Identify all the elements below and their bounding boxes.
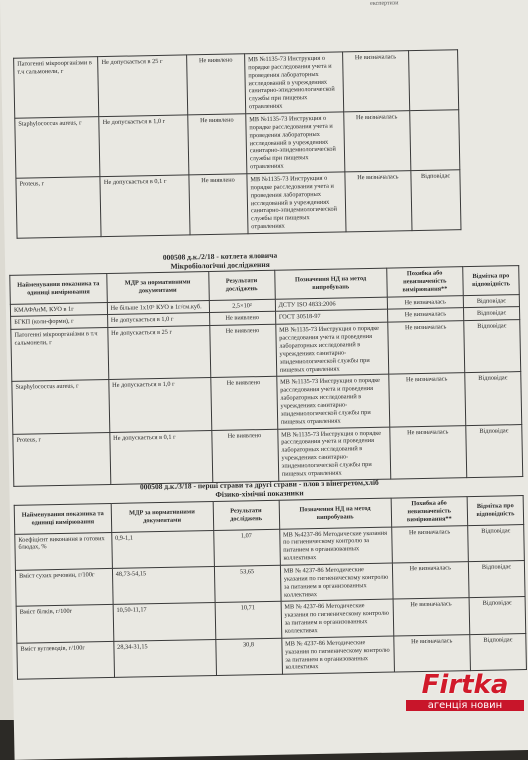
cell-norm: Не більше 1х10⁵ КУО в 1г/см.куб. [107, 300, 209, 315]
cell-mark: Відповідає [463, 294, 519, 308]
cell-result: 10,71 [215, 602, 282, 640]
cell-mark: Відповідає [463, 307, 519, 321]
cell-name: Вміст сухих речовин, г/100г [15, 568, 112, 606]
cell-method: МВ № 4237-86 Методические указания по гигиеническому контролю за питанием в организованных коллективах [280, 563, 393, 602]
cell-norm: 48,73-54,15 [112, 567, 214, 605]
cell-result: Не виявлено [210, 377, 277, 430]
cell-norm: Не допускається в 1,0 г [107, 313, 209, 328]
section3-title: 000508 д.к./3/18 - перші страви та другі страви - плов з вінегретом,хліб [139, 477, 379, 492]
cell-result: Не виявлено [211, 429, 278, 482]
table-row [14, 50, 459, 119]
cell-error: Не визначалась [344, 171, 412, 232]
firtka-logo [406, 670, 524, 716]
cell-norm: 0,9-1,1 [111, 530, 213, 568]
column-header: Відмітка про відповідність [467, 496, 524, 526]
cell-result: Не виявлено [188, 114, 247, 175]
cell-error: Не визначалась [387, 308, 464, 322]
cell-name: Патогенні мікроорганізми в т.ч сальмонели, г [11, 328, 109, 382]
cell-method: МВ №4237-86 Методические указания по гигиеническому контролю за питанием в организованных коллективах [279, 527, 392, 566]
column-header: Результати досліджень [208, 270, 275, 300]
table-top [13, 49, 461, 239]
cell-error: Не визначалась [342, 51, 410, 112]
column-header: Відмітка про відповідність [463, 266, 520, 296]
cell-name: Коефіцієнт виконання в готових блюдах, % [15, 532, 112, 570]
header-fragment: експертизи [370, 0, 399, 7]
cell-norm: Не допускається в 0,1 г [110, 430, 213, 484]
cell-mark: Відповідає [466, 424, 523, 477]
cell-norm: Не допускається в 1,0 г [99, 115, 189, 177]
cell-error: Не визначалась [389, 425, 466, 479]
column-header: Похибка або невизначеність вимірювання** [386, 267, 463, 297]
column-header: МДР за нормативними документами [106, 272, 208, 303]
cell-error: Не визначалась [392, 562, 469, 600]
logo-brand: Firtka [421, 670, 509, 700]
column-header: Результати досліджень [213, 500, 280, 530]
cell-method: МВ №1135-73 Инструкция о порядке расследования учета и проведения лабораторных исследований в учреждениях санитарно-эпидемиологической службы при пищевых отравлениях [244, 52, 343, 114]
cell-method: МВ № 4237-86 Методические указания по гигиеническому контролю за питанием в организованных коллективах [281, 636, 394, 675]
cell-mark [410, 110, 460, 171]
cell-mark: Відповідає [470, 633, 527, 671]
cell-mark: Відповідає [468, 524, 525, 562]
cell-result: Не виявлено [209, 312, 275, 326]
column-header: Найменування показника та одиниці вимірювання [14, 503, 111, 533]
cell-name: Staphylococcus aureus, г [15, 117, 100, 179]
cell-error: Не визначалась [393, 634, 470, 672]
cell-mark: Відповідає [465, 372, 522, 425]
cell-mark: Відповідає [464, 320, 521, 373]
cell-mark: Відповідає [469, 597, 526, 635]
table-section2 [9, 265, 523, 487]
cell-result: 53,65 [214, 565, 281, 603]
cell-result: 2,5×10² [209, 299, 275, 313]
cell-norm: Не допускається в 25 г [98, 55, 188, 117]
cell-error: Не визначалась [387, 321, 464, 375]
cell-method: МВ №1135-73 Инструкция о порядке расследования учета и проведения лабораторных исследований в учреждениях санитарно-эпидемиологической службы при пищевых отравлениях [246, 112, 345, 174]
cell-method: МВ №1135-73 Инструкция о порядке расследования учета и проведения лабораторных исследований в учреждениях санитарно-эпидемиологической службы при пищевых отравлениях [276, 375, 389, 429]
cell-name: Proteus, г [13, 432, 111, 486]
table-row [16, 170, 461, 239]
cell-result: 1,07 [213, 529, 280, 567]
cell-result: Не виявлено [189, 174, 248, 235]
cell-method: МВ №1135-73 Инструкция о порядке расследования учета и проведения лабораторных исследований в учреждениях санитарно-эпидемиологической службы при пищевых отравлениях [247, 172, 346, 234]
column-header: Похибка або невизначеність вимірювання** [391, 497, 468, 527]
cell-result: Не виявлено [209, 325, 276, 378]
cell-name: Патогенні мікроорганізми в т.ч сальмонели, г [14, 57, 99, 119]
column-header: Найменування показника та одиниці вимірювання [10, 274, 107, 304]
column-header: Позначення НД на метод випробувань [279, 498, 391, 529]
cell-method: МВ №1135-73 Инструкция о порядке расследования учета и проведения лабораторных исследований в учреждениях санитарно-эпидемиологической службы при пищевых отравлениях [277, 427, 390, 481]
section2-title: 000508 д.к./2/18 - котлета яловича [162, 250, 278, 262]
cell-name: Вміст білків, г/100г [16, 605, 113, 643]
cell-mark [409, 50, 459, 111]
cell-method: МВ №1135-73 Инструкция о порядке расследования учета и проведения лабораторных исследований в учреждениях санитарно-эпидемиологической службы при пищевых отравлениях [275, 322, 388, 376]
cell-name: Вміст вуглеводів, г/100г [17, 641, 114, 679]
cell-method: ГОСТ 30518-97 [275, 310, 387, 325]
cell-norm: Не допускається в 0,1 г [100, 175, 190, 237]
section2-subtitle: Мікробіологічні дослідження [170, 259, 270, 271]
cell-error: Не визначалась [393, 598, 470, 636]
cell-name: БГКП (коли-форми), г [11, 315, 108, 330]
cell-name: Staphylococcus aureus, г [12, 380, 110, 434]
cell-mark: Відповідає [468, 561, 525, 599]
cell-norm: Не допускається в 1,0 г [109, 378, 212, 432]
cell-norm: Не допускається в 25 г [108, 326, 211, 380]
cell-error: Не визначалась [391, 525, 468, 563]
section3-subtitle: Фізико-хімічні показники [215, 488, 304, 499]
cell-error: Не визначалась [387, 295, 464, 309]
cell-name: Proteus, г [16, 177, 101, 239]
cell-error: Не визначалась [388, 373, 465, 427]
table-row [15, 110, 460, 179]
cell-name: КМАФАнМ, КУО в 1г [10, 302, 107, 317]
table-section3 [14, 495, 527, 680]
cell-mark: Відповідає [411, 170, 461, 231]
cell-norm: 10,50-11,17 [113, 603, 215, 641]
cell-norm: 28,34-31,15 [114, 639, 216, 677]
cell-result: Не виявлено [187, 54, 246, 115]
column-header: МДР за нормативними документами [111, 502, 213, 533]
cell-result: 30,8 [215, 638, 282, 676]
cell-method: ДСТУ ISO 4833:2006 [275, 297, 387, 312]
cell-error: Не визначалась [343, 111, 411, 172]
cell-method: МВ № 4237-86 Методические указания по гигиеническому контролю за питанием в организованных коллективах [281, 600, 394, 639]
logo-tagline: агенція новин [406, 700, 524, 711]
column-header: Позначення НД на метод випробувань [274, 268, 386, 299]
